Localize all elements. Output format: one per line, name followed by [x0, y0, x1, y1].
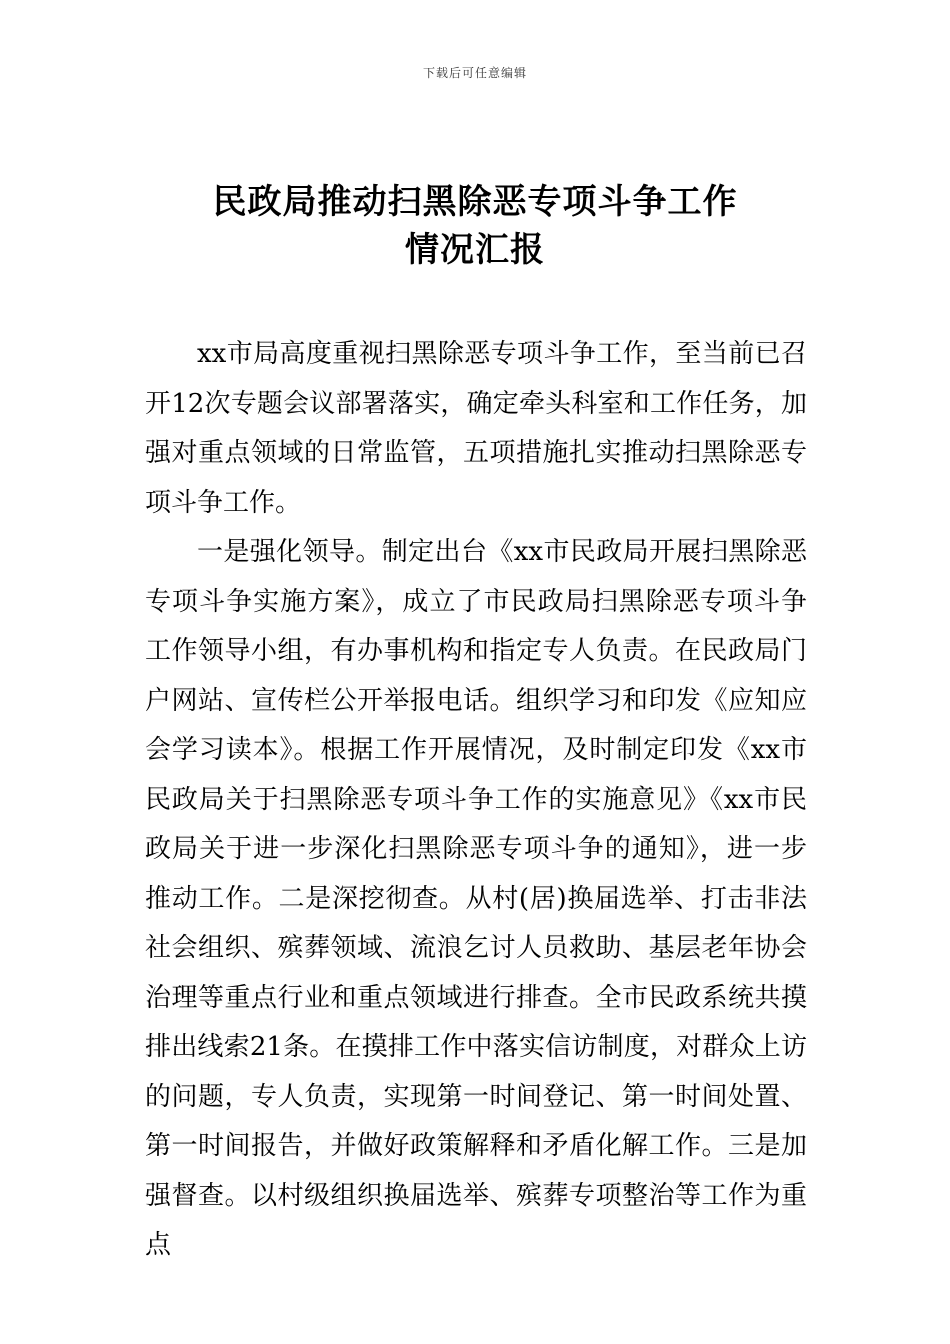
paragraph-intro: xx市局高度重视扫黑除恶专项斗争工作，至当前已召开12次专题会议部署落实，确定牵头科室和工作任务，加强对重点领域的日常监管，五项措施扎实推动扫黑除恶专项斗争工作。 [145, 339, 807, 518]
paragraph-measures: 一是强化领导。制定出台《xx市民政局开展扫黑除恶专项斗争实施方案》，成立了市民政局扫黑除恶专项斗争工作领导小组，有办事机构和指定专人负责。在民政局门户网站、宣传栏公开举报电话。组织学习和印发《应知应会学习读本》。根据工作开展情况，及时制定印发《xx市民政局关于扫黑除恶专项斗争工作的实施意见》《xx市民政局关于进一步深化扫黑除恶专项斗争的通知》，进一步推动工作。二是深挖彻查。从村(居)换届选举、打击非法社会组织、殡葬领域、流浪乞讨人员救助、基层老年协会治理等重点行业和重点领域进行排查。全市民政系统共摸排出线索21条。在摸排工作中落实信访制度，对群众上访的问题，专人负责，实现第一时间登记、第一时间处置、第一时间报告，并做好政策解释和矛盾化解工作。三是加强督查。以村级组织换届选举、殡葬专项整治等工作为重点 [145, 537, 807, 1260]
document-title [0, 178, 950, 274]
document-body [145, 330, 807, 1271]
title-line-2: 情况汇报 [405, 230, 545, 270]
title-line-1: 民政局推动扫黑除恶专项斗争工作 [212, 182, 738, 222]
header-note: 下载后可任意编辑 [422, 66, 527, 80]
